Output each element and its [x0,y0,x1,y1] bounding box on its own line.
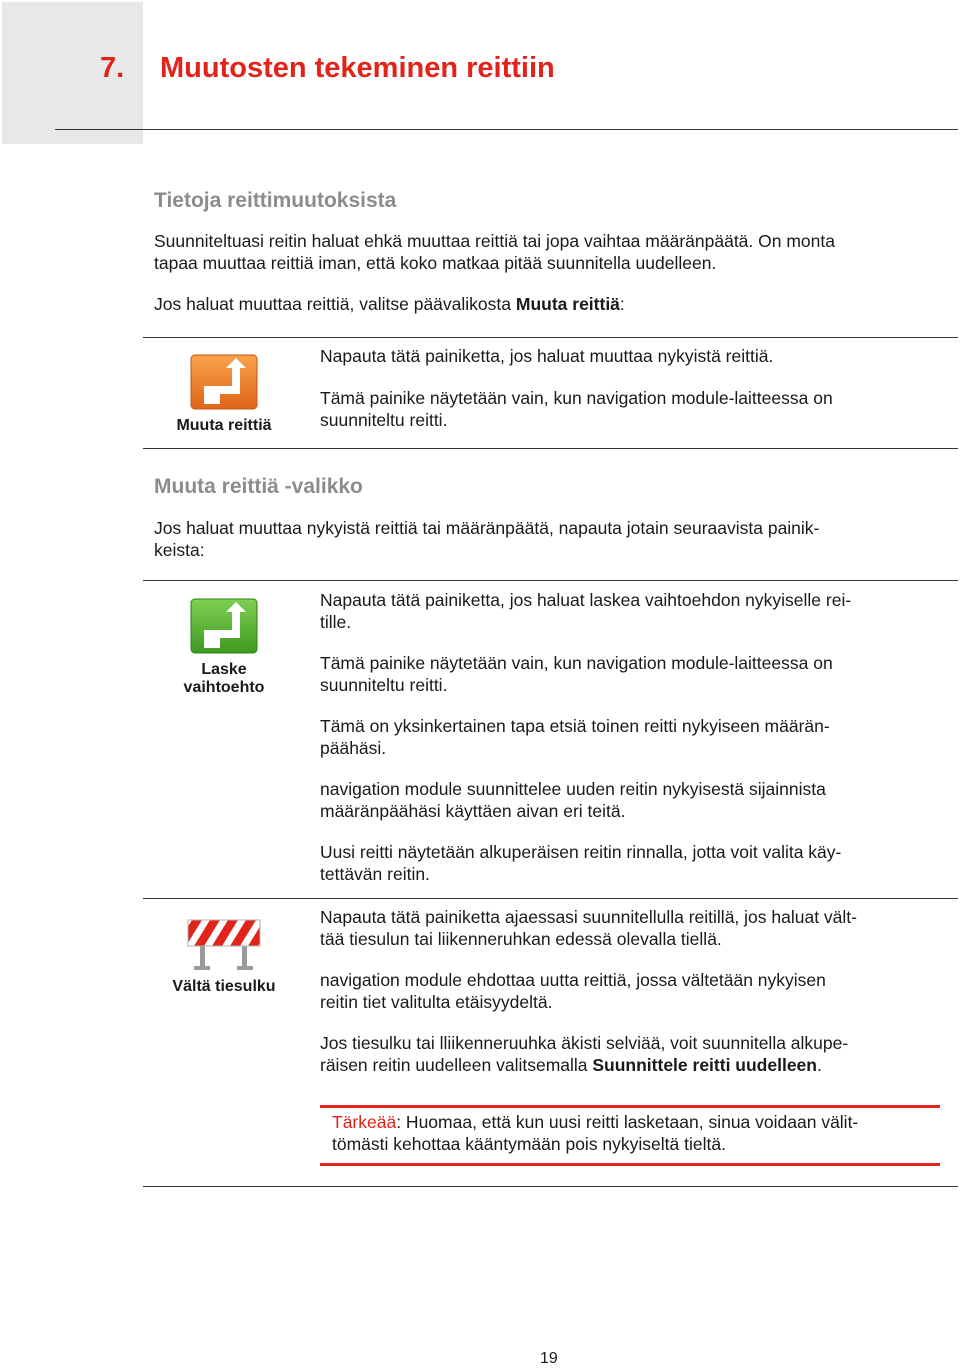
section2-intro [154,517,819,561]
table-divider [143,337,958,338]
important-note-line: tömästi kehottaa kääntymään pois nykyiseltä tieltä. [332,1134,726,1154]
alt-desc-3 [320,715,830,759]
roadblock-icon[interactable] [186,914,262,972]
calculate-alternative-icon[interactable] [190,598,258,654]
change-route-desc-line: Napauta tätä painiketta, jos haluat muuttaa nykyistä reittiä. [320,346,774,366]
change-route-desc [320,345,773,367]
section2-intro-line: Jos haluat muuttaa nykyistä reittiä tai määränpäätä, napauta jotain seuraavista painik- [154,518,820,538]
block-desc-line [320,1054,848,1076]
section1-intro [154,230,835,274]
block-desc-line: navigation module ehdottaa uutta reittiä, jossa vältetään nykyisen [320,970,826,990]
block-desc-line: tää tiesulun tai liikenneruhkan edessä olevalla tiellä. [320,929,722,949]
page-number: 19 [540,1350,558,1367]
alt-desc-4 [320,778,826,822]
section2-intro-line: keista: [154,540,205,560]
change-route-icon[interactable] [190,354,258,410]
block-desc-suffix: . [816,1055,822,1075]
alt-desc-line: navigation module suunnittelee uuden reitin nykyisestä sijainnista [320,779,826,799]
chapter-number: 7. [100,52,125,84]
change-route-note [320,387,833,431]
section1-intro-line: tapaa muuttaa reittiä iman, että koko matkaa pitää suunnitella uudelleen. [154,253,717,273]
table-divider [143,1186,958,1187]
section1-menu-instruction [154,293,625,315]
alt-desc-line: tettävän reitin. [320,864,430,884]
header-divider [55,129,958,130]
calculate-alternative-label-line: vaihtoehto [183,679,265,696]
table-divider [143,448,958,449]
section-heading-about: Tietoja reittimuutoksista [154,189,397,212]
block-desc-prefix: räisen reitin uudelleen valitsemalla [320,1055,593,1075]
menu-instruction-line [154,293,625,315]
change-route-label: Muuta reittiä [176,417,272,434]
alt-desc-line: Tämä on yksinkertainen tapa etsiä toinen reitti nykyiseen määrän- [320,716,830,736]
section1-intro-line: Suunniteltuasi reitin haluat ehkä muuttaa reittiä tai jopa vaihtaa määränpäätä. On monta [154,231,835,251]
table-divider [143,580,958,581]
change-route-note-line: Tämä painike näytetään vain, kun navigation module-laitteessa on [320,388,833,408]
block-desc-1 [320,906,857,950]
chapter-title: Muutosten tekeminen reittiin [160,52,555,84]
alt-desc-line: määränpäähäsi käyttäen aivan eri teitä. [320,801,626,821]
important-note [332,1111,858,1155]
block-desc-line: reitin tiet valitulta etäisyydeltä. [320,992,553,1012]
block-desc-line: Napauta tätä painiketta ajaessasi suunnitellulla reitillä, jos haluat vält- [320,907,857,927]
important-note-line [332,1111,858,1133]
alt-desc-line: Tämä painike näytetään vain, kun navigation module-laitteessa on [320,653,833,673]
roadblock-label: Vältä tiesulku [172,978,276,995]
change-route-note-line: suunniteltu reitti. [320,410,448,430]
alt-desc-2 [320,652,833,696]
important-label: Tärkeää [332,1112,397,1132]
alt-desc-line: suunniteltu reitti. [320,675,448,695]
block-desc-line: Jos tiesulku tai lliikenneruuhka äkisti selviää, voit suunnitella alkupe- [320,1033,849,1053]
table-divider [143,898,958,899]
menu-instruction-prefix: Jos haluat muuttaa reittiä, valitse päävalikosta [154,294,516,314]
calculate-alternative-label-line: Laske [201,661,247,678]
replan-menu-item: Suunnittele reitti uudelleen [592,1055,817,1075]
important-bottom-rule [320,1163,940,1166]
alt-desc-line: Uusi reitti näytetään alkuperäisen reitin rinnalla, jotta voit valita käy- [320,842,842,862]
important-top-rule [320,1105,940,1108]
important-text: : Huomaa, että kun uusi reitti lasketaan, sinua voidaan välit- [396,1112,859,1132]
block-desc-2 [320,969,826,1013]
block-desc-3 [320,1032,848,1076]
section-heading-menu: Muuta reittiä -valikko [154,475,363,498]
alt-desc-5 [320,841,841,885]
alt-desc-line: Napauta tätä painiketta, jos haluat laskea vaihtoehdon nykyiselle rei- [320,590,852,610]
alt-desc-line: päähäsi. [320,738,387,758]
menu-instruction-suffix: : [619,294,625,314]
alt-desc-line: tille. [320,612,352,632]
alt-desc-1 [320,589,851,633]
menu-item-name: Muuta reittiä [515,294,620,314]
calculate-alternative-label [144,661,304,697]
